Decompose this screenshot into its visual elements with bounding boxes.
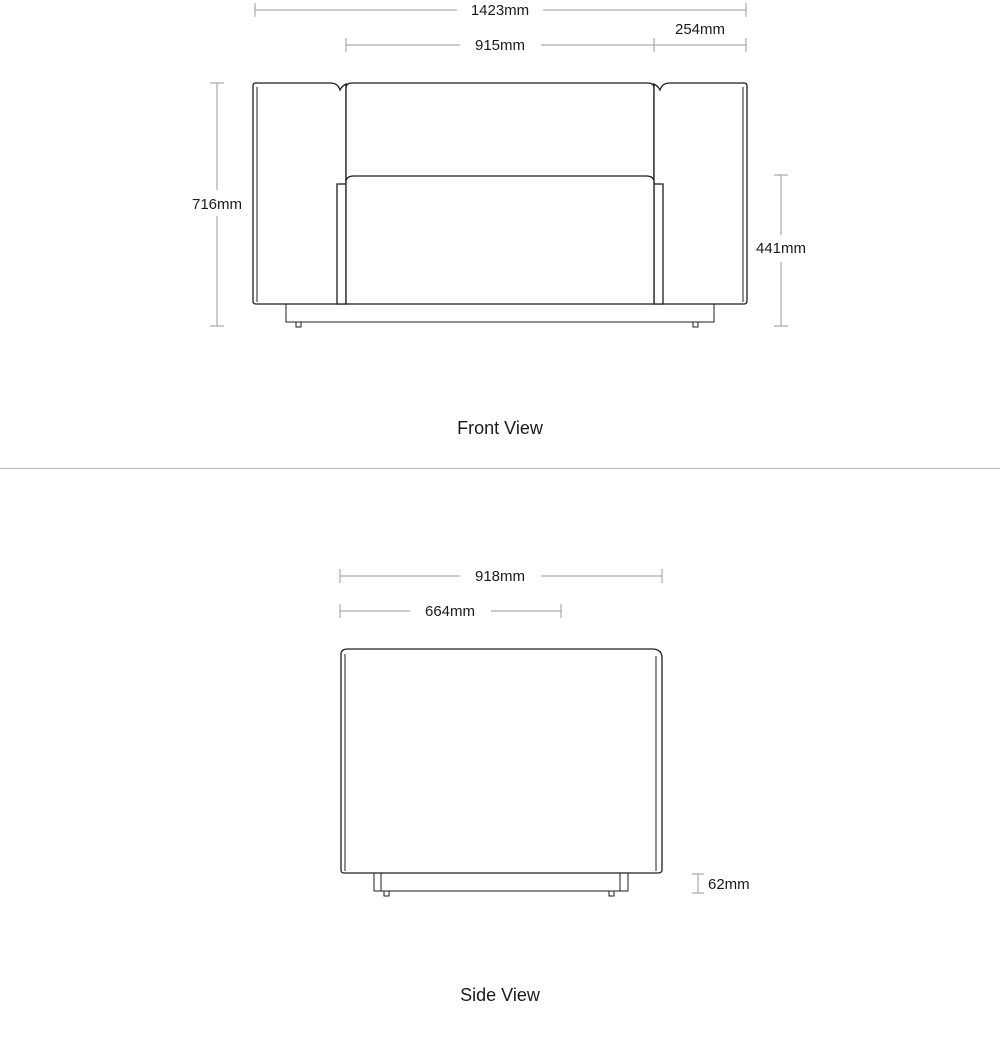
front-left-inner-panel xyxy=(337,184,346,304)
front-left-foot xyxy=(296,322,301,327)
front-backrest xyxy=(346,83,654,180)
front-view xyxy=(192,2,806,438)
overall-height-dimension xyxy=(192,83,242,326)
side-view-title: Side View xyxy=(460,985,540,1005)
front-right-inner-panel xyxy=(654,184,663,304)
seat-depth-label: 664mm xyxy=(424,603,476,620)
seat-height-label: 441mm xyxy=(755,240,807,257)
seat-width-dimension xyxy=(346,37,654,54)
side-left-foot xyxy=(384,891,389,896)
seat-depth-dimension xyxy=(340,603,561,620)
overall-height-label: 716mm xyxy=(191,196,243,213)
sofa-front-drawing xyxy=(253,83,747,327)
front-seat-cushion xyxy=(346,176,654,304)
side-base-plinth xyxy=(374,873,628,891)
overall-depth-label: 918mm xyxy=(474,568,526,585)
arm-width-label: 254mm xyxy=(674,21,726,38)
side-right-foot xyxy=(609,891,614,896)
base-height-dimension xyxy=(692,874,750,893)
overall-depth-dimension xyxy=(340,568,662,585)
front-base-plinth xyxy=(286,304,714,322)
overall-width-dimension xyxy=(255,2,746,19)
front-view-title: Front View xyxy=(457,418,543,438)
front-right-foot xyxy=(693,322,698,327)
side-view xyxy=(340,568,750,1005)
arm-width-dimension xyxy=(654,21,746,52)
seat-height-dimension xyxy=(756,175,806,326)
front-left-arm xyxy=(253,83,346,304)
front-right-arm xyxy=(654,83,747,304)
base-height-label: 62mm xyxy=(708,876,750,893)
sofa-side-drawing xyxy=(341,649,662,896)
overall-width-label: 1423mm xyxy=(470,2,530,19)
side-body xyxy=(341,649,662,873)
seat-width-label: 915mm xyxy=(474,37,526,54)
